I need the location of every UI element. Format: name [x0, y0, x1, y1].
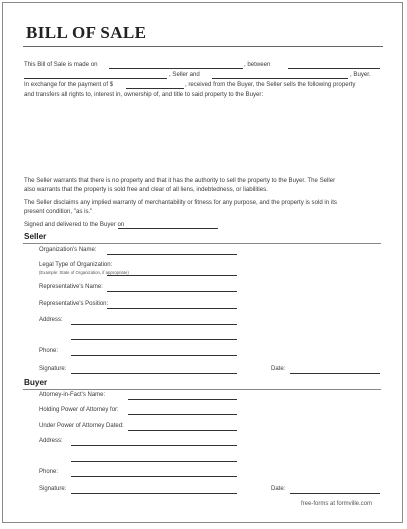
intro-text-payment: In exchange for the payment of $: [24, 81, 114, 88]
intro-text-seller: , Seller and: [169, 71, 200, 78]
buyer-heading: Buyer: [24, 378, 48, 387]
buyer-poa-dated-label: Under Power of Attorney Dated:: [39, 423, 124, 429]
seller-signature-field[interactable]: [71, 373, 237, 374]
seller-org-type-hint: (Example: State of Organization, if appropriate): [39, 270, 129, 275]
delivery-date-label: Signed and delivered to the Buyer on: [24, 221, 125, 228]
buyer-power-of-attorney-label: Holding Power of Attorney for:: [39, 407, 119, 413]
seller-rep-name-label: Representative's Name:: [39, 284, 103, 290]
seller-org-type-field[interactable]: [107, 275, 237, 276]
bill-of-sale-form: [2, 2, 403, 523]
buyer-phone-field[interactable]: [71, 476, 237, 477]
payment-amount-field[interactable]: [126, 88, 184, 89]
warranty-text-line3: The Seller disclaims any implied warranty of merchantability or fitness for any purpose, and the property is sold in its: [24, 199, 337, 206]
seller-divider: [23, 243, 381, 244]
buyer-power-of-attorney-field[interactable]: [128, 414, 237, 415]
warranty-text-line4: present condition, "as is.": [24, 208, 93, 215]
seller-org-name-field[interactable]: [107, 254, 237, 255]
intro-text-line1: This Bill of Sale is made on: [24, 61, 98, 68]
intro-text-between: , between: [244, 61, 271, 68]
buyer-attorney-name-field[interactable]: [128, 399, 237, 400]
buyer-signature-field[interactable]: [71, 493, 237, 494]
title-divider: [23, 46, 383, 47]
buyer-date-label: Date:: [271, 486, 286, 492]
seller-address-field-line1[interactable]: [71, 324, 237, 325]
seller-rep-name-field[interactable]: [107, 291, 237, 292]
seller-rep-position-label: Representative's Position:: [39, 301, 109, 307]
seller-signature-label: Signature:: [39, 366, 67, 372]
seller-rep-position-field[interactable]: [107, 308, 237, 309]
seller-name-field-part2[interactable]: [24, 78, 167, 79]
buyer-divider: [23, 389, 381, 390]
seller-phone-field[interactable]: [71, 355, 237, 356]
buyer-signature-label: Signature:: [39, 486, 67, 492]
seller-org-type-label: Legal Type of Organization:: [39, 262, 113, 268]
buyer-date-field[interactable]: [290, 493, 380, 494]
warranty-text-line2: also warrants that the property is sold free and clear of all liens, indebtedness, or liabilities.: [24, 186, 268, 193]
buyer-address-field-line1[interactable]: [71, 445, 237, 446]
sale-date-field[interactable]: [109, 68, 243, 69]
warranty-text-line1: The Seller warrants that there is no property and that it has the authority to sell the property to the Buyer. The Seller: [24, 177, 336, 184]
seller-name-field-part1[interactable]: [288, 68, 380, 69]
seller-phone-label: Phone:: [39, 348, 59, 354]
buyer-address-field-line2[interactable]: [71, 461, 237, 462]
buyer-address-label: Address:: [39, 438, 63, 444]
footer-source: free-forms at formville.com: [301, 501, 373, 507]
delivery-date-field[interactable]: [118, 228, 218, 229]
buyer-attorney-name-label: Attorney-in-Fact's Name:: [39, 392, 106, 398]
intro-text-transfer: and transfers all rights to, interest in, ownership of, and title to said property to the Buyer:: [24, 91, 264, 98]
seller-address-label: Address:: [39, 317, 63, 323]
property-description-area[interactable]: [24, 102, 380, 174]
buyer-poa-dated-field[interactable]: [128, 430, 237, 431]
seller-org-name-label: Organization's Name:: [39, 247, 97, 253]
intro-text-buyer: , Buyer.: [350, 71, 371, 78]
seller-date-label: Date:: [271, 366, 286, 372]
seller-date-field[interactable]: [290, 373, 380, 374]
intro-text-received: , received from the Buyer, the Seller sells the following property: [185, 81, 356, 88]
buyer-name-field[interactable]: [212, 78, 348, 79]
seller-address-field-line2[interactable]: [71, 339, 237, 340]
document-title: BILL OF SALE: [26, 23, 147, 42]
seller-heading: Seller: [24, 232, 47, 241]
buyer-phone-label: Phone:: [39, 469, 59, 475]
